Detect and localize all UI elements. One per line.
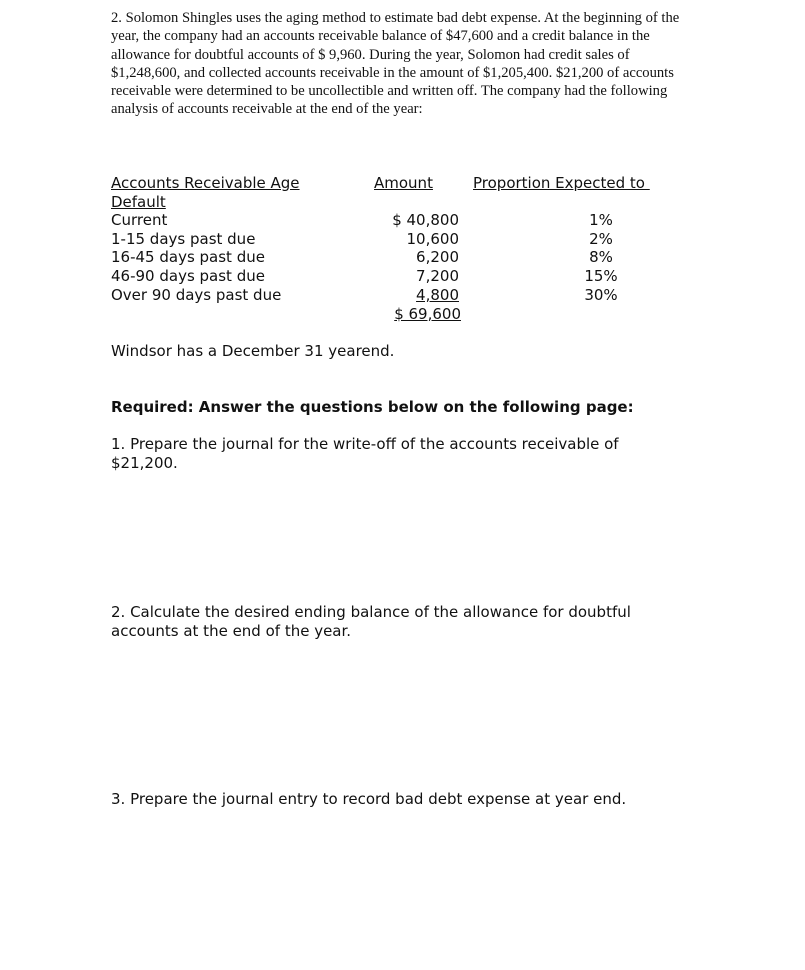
- row-amount: 4,800: [416, 286, 459, 304]
- row-amount: 6,200: [416, 248, 459, 266]
- row-proportion: 15%: [584, 267, 618, 285]
- header-amount: Amount: [374, 174, 433, 192]
- row-age: 16-45 days past due: [111, 248, 265, 266]
- question-1: 1. Prepare the journal for the write-off of the accounts receivable of $21,200.: [111, 435, 619, 472]
- header-age: Accounts Receivable Age: [111, 174, 300, 192]
- row-proportion: 2%: [589, 230, 613, 248]
- row-age: 46-90 days past due: [111, 267, 265, 285]
- required-heading: Required: Answer the questions below on the following page:: [111, 398, 634, 416]
- row-amount: 10,600: [406, 230, 459, 248]
- row-age: 1-15 days past due: [111, 230, 256, 248]
- problem-intro: 2. Solomon Shingles uses the aging method to estimate bad debt expense. At the beginning of the year, the company had an accounts receivable balance of $47,600 and a credit balance in the allowance for doubtful accounts of $ 9,960. During the year, Solomon had credit sales of $1,248,600, and collected accounts receivable in the amount of $1,205,400. $21,200 of accounts receivable were determined to be uncollectible and written off. The company had the following analysis of accounts receivable at the end of the year:: [111, 10, 680, 118]
- yearend-note: Windsor has a December 31 yearend.: [111, 342, 395, 360]
- row-proportion: 8%: [589, 248, 613, 266]
- header-proportion: Proportion Expected to: [473, 174, 650, 192]
- row-proportion: 1%: [589, 211, 613, 229]
- total-amount: $ 69,600: [394, 305, 461, 323]
- row-amount: $ 40,800: [392, 211, 459, 229]
- row-proportion: 30%: [584, 286, 618, 304]
- question-3: 3. Prepare the journal entry to record bad debt expense at year end.: [111, 790, 627, 808]
- header-age-default: Default: [111, 193, 166, 211]
- question-2: 2. Calculate the desired ending balance of the allowance for doubtful accounts at the end of the year.: [111, 603, 631, 640]
- row-age: Over 90 days past due: [111, 286, 282, 304]
- row-age: Current: [111, 211, 168, 229]
- row-amount: 7,200: [416, 267, 459, 285]
